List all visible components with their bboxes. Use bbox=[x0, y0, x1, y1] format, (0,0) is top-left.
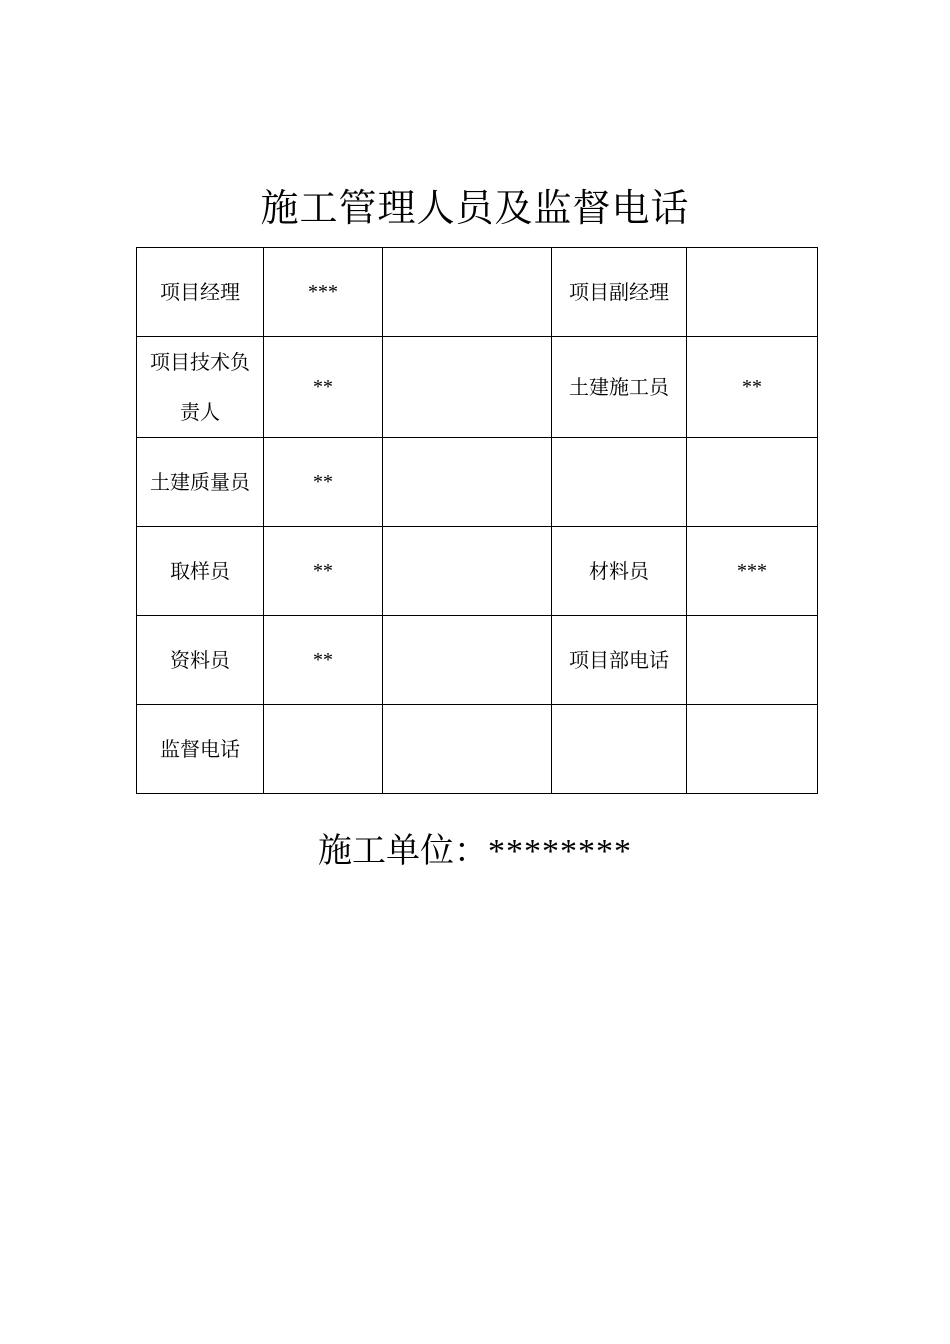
table-row bbox=[137, 705, 818, 794]
name-cell bbox=[687, 616, 818, 705]
role-label-cell: 土建施工员 bbox=[552, 337, 687, 438]
name-cell: ** bbox=[264, 616, 383, 705]
blank-cell bbox=[383, 527, 552, 616]
page-title: 施工管理人员及监督电话 bbox=[260, 186, 690, 230]
construction-unit-value: ******** bbox=[488, 833, 632, 870]
role-label-cell bbox=[552, 438, 687, 527]
role-label-cell bbox=[552, 705, 687, 794]
name-cell: ** bbox=[687, 337, 818, 438]
construction-unit-label: 施工单位： bbox=[318, 831, 488, 871]
table-row bbox=[137, 438, 818, 527]
blank-cell bbox=[383, 337, 552, 438]
name-cell: ** bbox=[264, 337, 383, 438]
name-cell: ** bbox=[264, 527, 383, 616]
name-cell: ** bbox=[264, 438, 383, 527]
name-cell bbox=[687, 705, 818, 794]
blank-cell bbox=[383, 248, 552, 337]
role-label-cell: 项目部电话 bbox=[552, 616, 687, 705]
name-cell: *** bbox=[687, 527, 818, 616]
name-cell: *** bbox=[264, 248, 383, 337]
role-label-cell: 项目技术负责人 bbox=[137, 337, 264, 438]
blank-cell bbox=[383, 438, 552, 527]
role-label-cell: 资料员 bbox=[137, 616, 264, 705]
staff-contact-table bbox=[136, 247, 818, 794]
role-label-cell: 土建质量员 bbox=[137, 438, 264, 527]
role-label-cell: 材料员 bbox=[552, 527, 687, 616]
role-label-cell: 监督电话 bbox=[137, 705, 264, 794]
construction-unit-line bbox=[0, 826, 950, 877]
role-label-cell: 取样员 bbox=[137, 527, 264, 616]
blank-cell bbox=[383, 705, 552, 794]
table-row bbox=[137, 616, 818, 705]
name-cell bbox=[264, 705, 383, 794]
name-cell bbox=[687, 248, 818, 337]
table-row bbox=[137, 248, 818, 337]
role-label-cell: 项目经理 bbox=[137, 248, 264, 337]
blank-cell bbox=[383, 616, 552, 705]
role-label-cell: 项目副经理 bbox=[552, 248, 687, 337]
table-row bbox=[137, 527, 818, 616]
name-cell bbox=[687, 438, 818, 527]
table-row bbox=[137, 337, 818, 438]
